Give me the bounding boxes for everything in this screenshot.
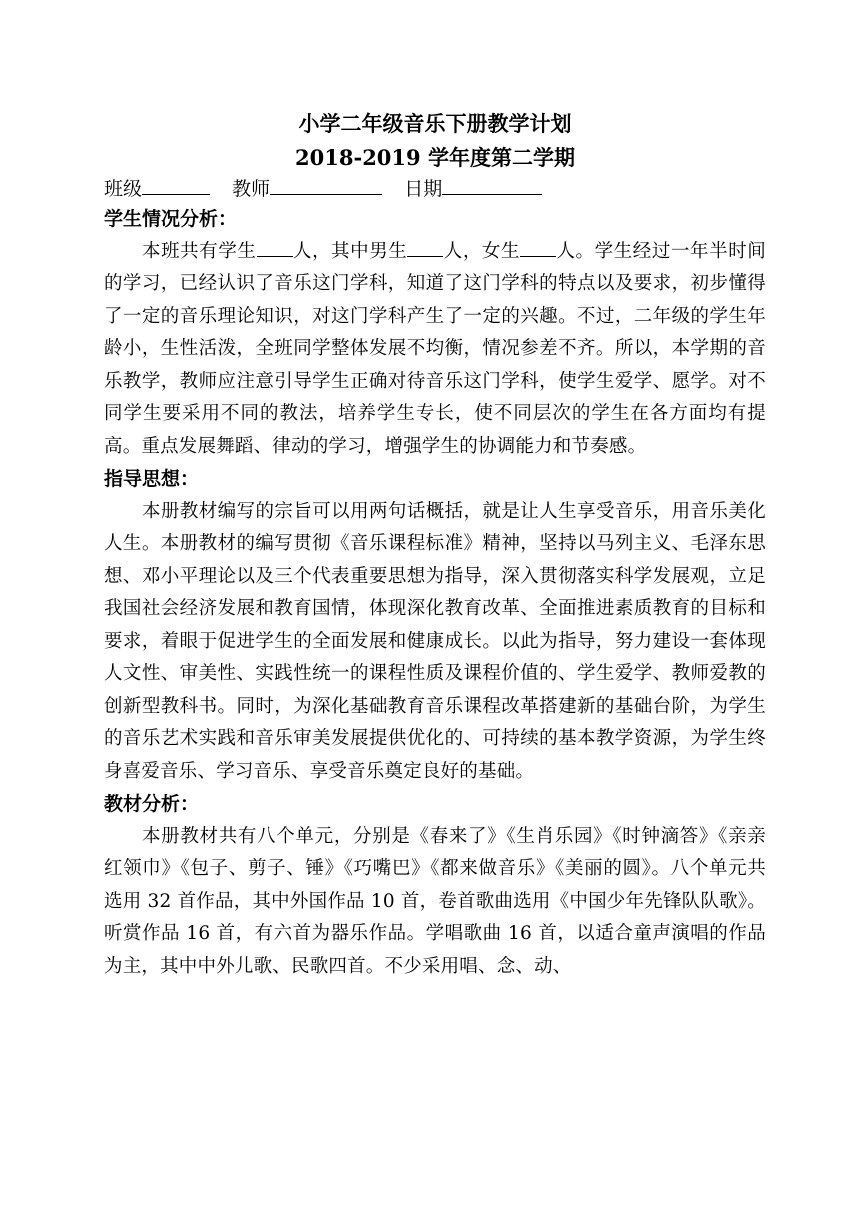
section-heading-students: 学生情况分析： — [104, 208, 238, 230]
boy-count-blank — [407, 238, 443, 257]
student-count-blank — [257, 238, 293, 257]
section-paragraph-textbook: 本册教材共有八个单元，分别是《春来了》《生肖乐园》《时钟滴答》《亲亲红领巾》《包子、剪子、锤》《巧嘴巴》《都来做音乐》《美丽的圆》。八个单元共选用 32 首作品，其中外国作品 10 首，卷首歌曲选用《中国少年先锋队队歌》。听赏作品 16 首，有六首为器乐作品。学唱歌曲 16 首，以适合童声演唱的作品为主，其中中外儿歌、民歌四首。不少采用唱、念、动、 — [104, 825, 766, 977]
meta-line — [104, 175, 766, 203]
section-heading-textbook: 教材分析： — [104, 793, 200, 815]
class-label: 班级 — [104, 178, 143, 200]
class-blank — [142, 176, 210, 195]
teacher-blank — [270, 176, 382, 195]
girl-count-blank — [520, 238, 556, 257]
section-paragraph-guidance: 本册教材编写的宗旨可以用两句话概括，就是让人生享受音乐，用音乐美化人生。本册教材的编写贯彻《音乐课程标准》精神，坚持以马列主义、毛泽东思想、邓小平理论以及三个代表重要思想为指导，深入贯彻落实科学发展观，立足我国社会经济发展和教育国情，体现深化教育改革、全面推进素质教育的目标和要求，着眼于促进学生的全面发展和健康成长。以此为指导，努力建设一套体现人文性、审美性、实践性统一的课程性质及课程价值的、学生爱学、教师爱教的创新型教科书。同时，为深化基础教育音乐课程改革搭建新的基础台阶，为学生的音乐艺术实践和音乐审美发展提供优化的、可持续的基本教学资源，为学生终身喜爱音乐、学习音乐、享受音乐奠定良好的基础。 — [104, 500, 766, 782]
document-title: 小学二年级音乐下册教学计划 — [298, 111, 572, 136]
section-paragraph-students: 本班共有学生 人，其中男生 人，女生 人。学生经过一年半时间的学习，已经认识了音乐这门学科，知道了这门学科的特点以及要求，初步懂得了一定的音乐理论知识，对这门学科产生了一定的兴趣。不过，二年级的学生年龄小，生性活泼，全班同学整体发展不均衡，情况参差不齐。所以，本学期的音乐教学，教师应注意引导学生正确对待音乐这门学科，使学生爱学、愿学。对不同学生要采用不同的教法，培养学生专长，使不同层次的学生在各方面均有提高。重点发展舞蹈、律动的学习，增强学生的协调能力和节奏感。 — [104, 236, 766, 464]
document-subtitle: 2018-2019 学年度第二学期 — [295, 145, 575, 170]
date-label: 日期 — [404, 178, 443, 200]
document-page — [104, 107, 766, 983]
date-blank — [442, 176, 542, 195]
teacher-label: 教师 — [232, 178, 271, 200]
section-heading-guidance: 指导思想： — [104, 468, 200, 490]
